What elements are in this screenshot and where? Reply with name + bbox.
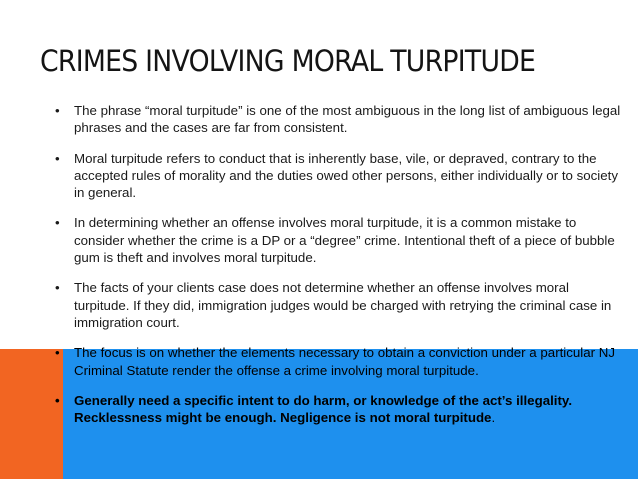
bullet-text: The phrase “moral turpitude” is one of the most ambiguous in the long list of ambiguous legal phrases and the cases are far from consistent. — [74, 103, 621, 136]
bullet-text-end: . — [491, 410, 496, 426]
bullet-marker: • — [55, 392, 60, 408]
bullet-item — [55, 344, 625, 379]
bullet-marker: • — [55, 345, 60, 361]
slide-title: CRIMES INVOLVING MORAL TURPITUDE — [40, 44, 536, 78]
bullet-text: The focus is on whether the elements necessary to obtain a conviction under a particular NJ Criminal Statute render the offense a crime involving moral turpitude. — [74, 345, 616, 378]
bullet-item — [55, 214, 625, 266]
bullet-text: The facts of your clients case does not determine whether an offense involves moral turpitude. If they did, immigration judges would be charged with retrying the criminal case in immigration court. — [74, 280, 612, 330]
bullet-list — [55, 102, 625, 439]
bullet-text: In determining whether an offense involves moral turpitude, it is a common mistake to consider whether the crime is a DP or a “degree” crime. Intentional theft of a piece of bubble gum is theft and involves moral turpitude. — [74, 215, 615, 266]
bullet-item — [55, 279, 625, 331]
bullet-text: Moral turpitude refers to conduct that is inherently base, vile, or depraved, contrary to the accepted rules of morality and the duties owed other persons, either individually or to society in general. — [74, 150, 618, 201]
orange-accent-block — [0, 349, 63, 479]
bullet-item-emphasis — [55, 392, 625, 427]
bullet-marker: • — [55, 103, 60, 118]
bullet-item — [55, 102, 625, 137]
bullet-item — [55, 150, 625, 202]
bullet-marker: • — [55, 150, 60, 166]
bullet-marker: • — [55, 215, 60, 231]
bullet-text-bold: Generally need a specific intent to do harm, or knowledge of the act’s illegality. Recklessness might be enough. Negligence is not moral turpitude — [74, 392, 573, 426]
bullet-marker: • — [55, 280, 60, 296]
